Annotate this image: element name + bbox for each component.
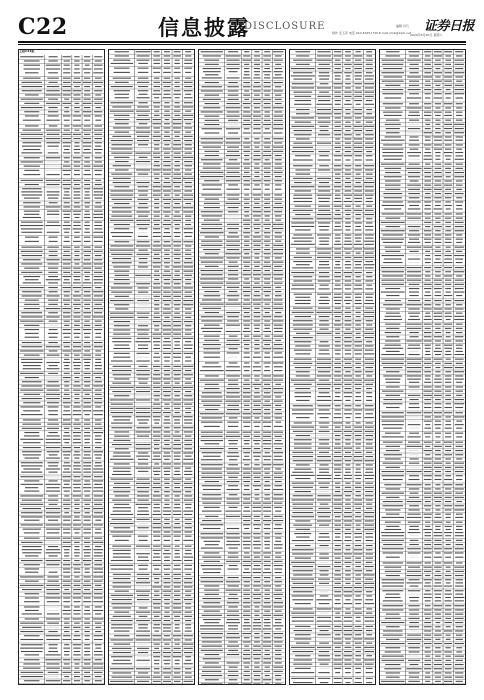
section-title-en: DISCLOSURE <box>244 21 326 32</box>
meta-line: 制作 张玉萍 电话 010-83251730 E-mail zmb@zqrb.net <box>332 31 412 35</box>
header-rule-thin <box>18 44 466 45</box>
table-column-print <box>19 50 104 684</box>
table-column-print <box>290 50 375 684</box>
table-caption: 上接C21版 <box>19 49 35 53</box>
table-column-print <box>199 50 284 684</box>
table-column-3 <box>198 49 285 685</box>
table-column-print <box>109 50 194 684</box>
page-number: C22 <box>18 14 68 40</box>
table-column-5 <box>379 49 466 685</box>
editor-line: 编辑 肖凡 <box>396 24 409 28</box>
page-header <box>0 0 484 44</box>
newspaper-logo: 证券日报 <box>424 19 475 34</box>
section-title-cn: 信息披露 <box>158 15 250 40</box>
table-column-2 <box>108 49 195 685</box>
table-column-4 <box>289 49 376 685</box>
table-column-print <box>380 50 465 684</box>
header-rule-thick <box>18 41 466 43</box>
issue-date: 2020年6月20日 星期六 <box>410 33 443 37</box>
disclosure-table <box>18 49 466 685</box>
table-column-1 <box>18 49 105 685</box>
